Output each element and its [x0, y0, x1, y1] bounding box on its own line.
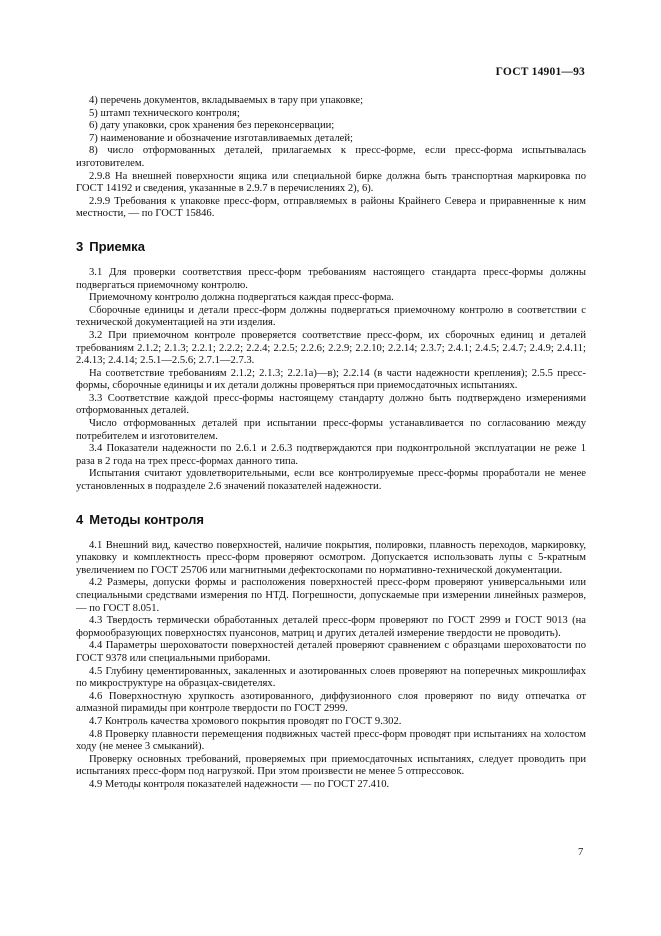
paragraph: 4.6 Поверхностную хрупкость азотированного, диффузионного слоя проверяют по виду отпечатка от алмазной пирамиды при контроле твердости по ГОСТ 2999. [76, 690, 586, 715]
section-4-heading [76, 512, 586, 528]
paragraph: 4.1 Внешний вид, качество поверхностей, наличие покрытия, полировки, плавность переходов, маркировку, упаковку и комплектность пресс-форм проверяют осмотром. Допускается использовать лупы с 5-кратным увеличением по ГОСТ 25706 или магнитными дефектоскопами по нормативно-технической документации. [76, 539, 586, 576]
list-item: 7) наименование и обозначение изготавливаемых деталей; [89, 132, 353, 144]
paragraph: 3.2 При приемочном контроле проверяется соответствие пресс-форм, их сборочных единиц и деталей требованиям 2.1.2; 2.1.3; 2.2.1; 2.2.2; 2.2.4; 2.2.5; 2.2.6; 2.2.9; 2.2.10; 2.2.14; 2.3.7; 2.4.1; 2.4.5; 2.4.7; 2.4.9; 2.4.11; 2.4.13; 2.4.14; 2.5.1—2.5.6; 2.7.1—2.7.3. [76, 329, 586, 367]
section-4-title: Методы контроля [89, 511, 204, 527]
paragraph: 3.3 Соответствие каждой пресс-формы настоящему стандарту должно быть подтверждено измерениями отформованных деталей. [76, 392, 586, 417]
section-3-heading [76, 239, 586, 255]
paragraph: Испытания считают удовлетворительными, если все контролируемые пресс-формы проработали не менее установленных в подразделе 2.6 значений показателей надежности. [76, 468, 586, 493]
paragraph-2-9-9: 2.9.9 Требования к упаковке пресс-форм, отправляемых в районы Крайнего Севера и приравненные к ним местности, — по ГОСТ 15846. [76, 195, 586, 220]
paragraph: 4.9 Методы контроля показателей надежности — по ГОСТ 27.410. [89, 778, 390, 790]
paragraph: Сборочные единицы и детали пресс-форм должны подвергаться приемочному контролю в соответствии с технической документацией на эти изделия. [76, 304, 586, 329]
list-item: 8) число отформованных деталей, прилагаемых к пресс-форме, если пресс-форма испытывалась изготовителем. [76, 145, 586, 169]
paragraph: 4.8 Проверку плавности перемещения подвижных частей пресс-форм проводят при испытаниях на холостом ходу (не менее 3 смыканий). [76, 728, 586, 753]
paragraph: 4.5 Глубину цементированных, закаленных и азотированных слоев проверяют на поперечных микрошлифах по микроструктуре на образцах-свидетелях. [76, 665, 586, 690]
paragraph: Приемочному контролю должна подвергаться каждая пресс-форма. [89, 292, 394, 304]
paragraph: 4.7 Контроль качества хромового покрытия проводят по ГОСТ 9.302. [89, 715, 402, 727]
paragraph: 4.3 Твердость термически обработанных деталей пресс-форм проверяют по ГОСТ 2999 и ГОСТ 9013 (на формообразующих поверхностях пуансонов, матриц и других деталей измерение твердости не проводить). [76, 615, 586, 639]
section-3-number: 3 [76, 238, 84, 254]
page-number: 7 [578, 847, 584, 858]
section-3-title: Приемка [89, 238, 145, 254]
paragraph: 3.1 Для проверки соответствия пресс-форм требованиям настоящего стандарта пресс-формы должны подвергаться приемочному контролю. [76, 266, 586, 291]
list-item: 4) перечень документов, вкладываемых в тару при упаковке; [89, 95, 364, 106]
page-content [76, 95, 586, 792]
list-item: 6) дату упаковки, срок хранения без переконсервации; [89, 120, 335, 132]
paragraph: Проверку основных требований, проверяемых при приемосдаточных испытаниях, следует проводить при испытаниях пресс-форм под нагрузкой. При этом произвести не менее 5 отпрессовок. [76, 753, 586, 778]
paragraph-2-9-8: 2.9.8 На внешней поверхности ящика или специальной бирке должна быть транспортная маркировка по ГОСТ 14192 и сведения, указанные в 2.9.7 в перечислениях 2), 6). [76, 170, 586, 195]
standard-header: ГОСТ 14901—93 [495, 66, 585, 78]
paragraph: 4.2 Размеры, допуски формы и расположения поверхностей пресс-форм проверяют универсальными или специальными средствами измерения по НТД. Погрешности, допускаемые при измерении линейных размеров, — по ГОСТ 8.051. [76, 577, 586, 614]
list-item: 5) штамп технического контроля; [89, 107, 240, 119]
paragraph: 3.4 Показатели надежности по 2.6.1 и 2.6.3 подтверждаются при подконтрольной эксплуатации не реже 1 раза в 2 года на трех пресс-формах данного типа. [76, 443, 586, 467]
section-4-number: 4 [76, 511, 84, 527]
paragraph: На соответствие требованиям 2.1.2; 2.1.3; 2.2.1а)—в); 2.2.14 (в части надежности крепления); 2.5.5 пресс-формы, сборочные единицы и их детали должны проверяться при приемосдаточных испытаниях. [76, 367, 586, 392]
paragraph: 4.4 Параметры шероховатости поверхностей деталей проверяют сравнением с образцами шероховатости по ГОСТ 9378 или специальными приборами. [76, 640, 586, 664]
paragraph: Число отформованных деталей при испытании пресс-формы устанавливается по согласованию между потребителем и изготовителем. [76, 418, 586, 442]
